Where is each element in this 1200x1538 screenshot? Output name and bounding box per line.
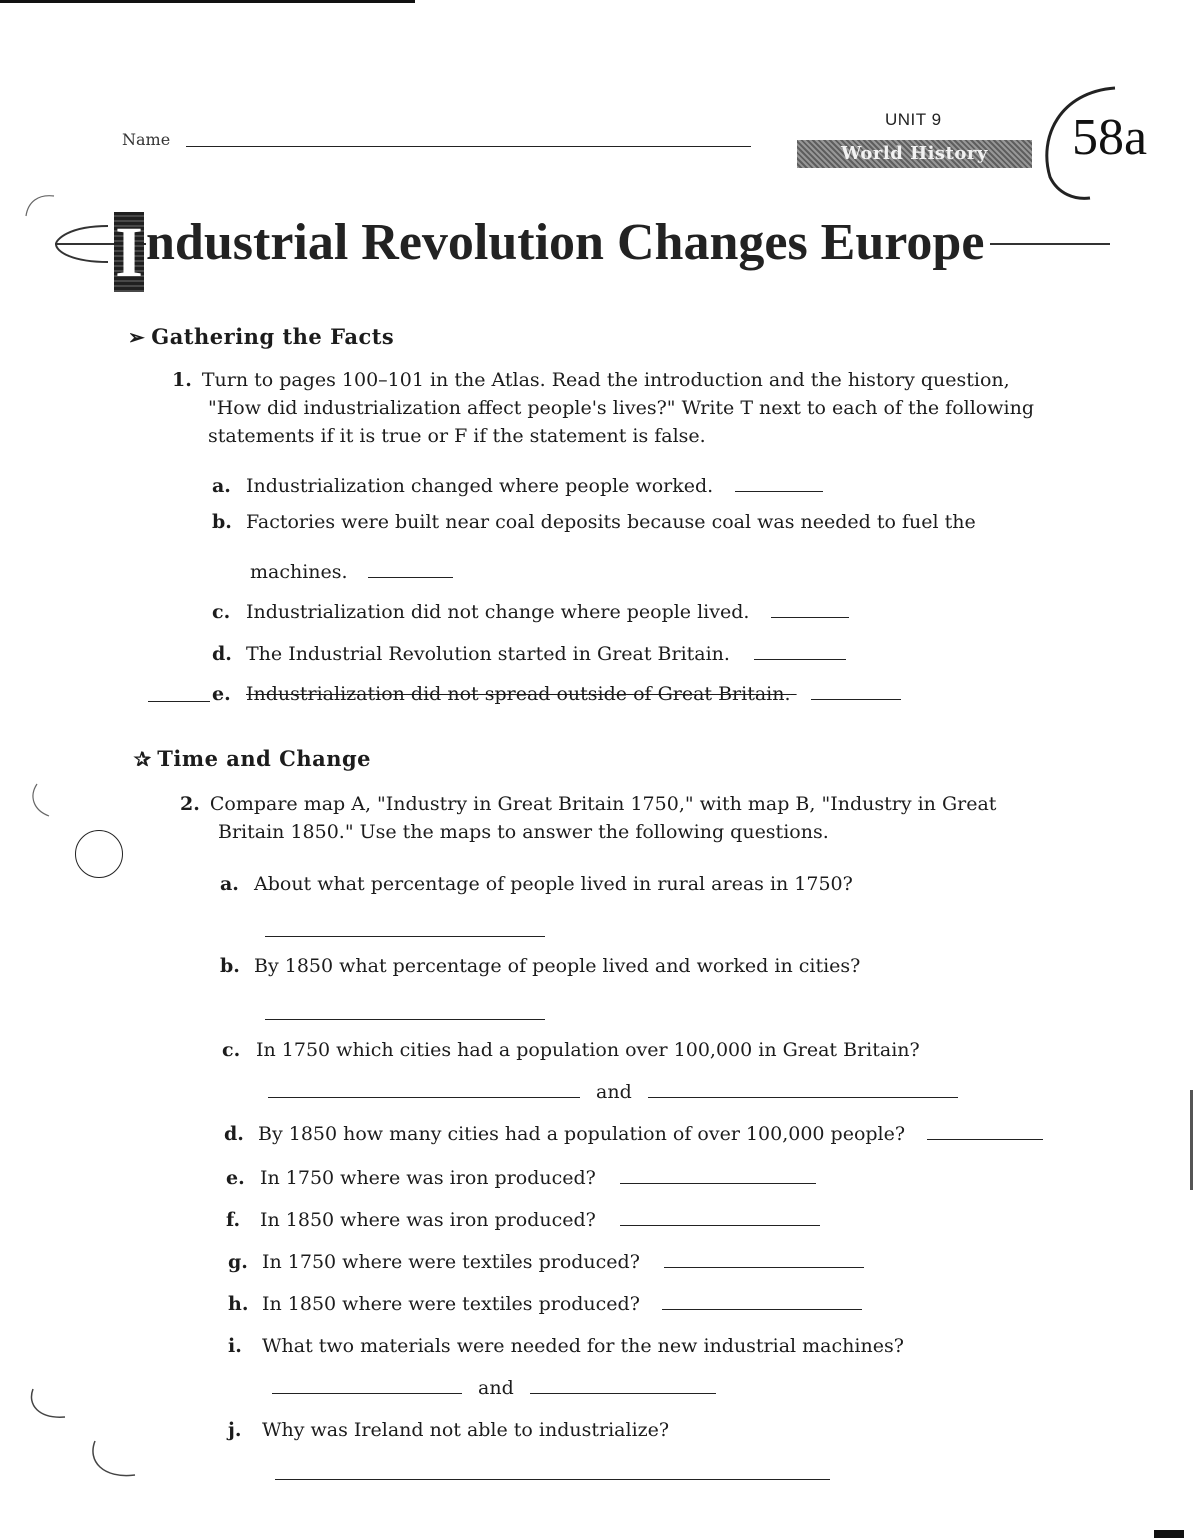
- answer-blank[interactable]: [620, 1224, 820, 1226]
- item-1d: [212, 640, 846, 668]
- answer-blank[interactable]: [927, 1138, 1043, 1140]
- item-1b: [212, 508, 976, 536]
- margin-arc: [20, 190, 60, 220]
- answer-blank-2b[interactable]: [265, 1018, 545, 1020]
- item-text: Factories were built near coal deposits because coal was needed to fuel the: [246, 511, 976, 533]
- question-2: [180, 790, 1120, 818]
- item-1b-cont: [250, 558, 453, 586]
- answer-blank-2j[interactable]: [275, 1478, 830, 1480]
- name-field[interactable]: [186, 146, 751, 147]
- answer-blank[interactable]: [735, 490, 823, 492]
- question-text: Turn to pages 100–101 in the Atlas. Read the introduction and the history question,: [201, 369, 1010, 391]
- answer-blank-material1[interactable]: [272, 1392, 462, 1394]
- item-1c: [212, 598, 849, 626]
- item-text: In 1750 where was iron produced?: [260, 1167, 596, 1189]
- item-text: Industrialization did not change where people lived.: [246, 601, 750, 623]
- arrow-icon: ➢: [128, 325, 146, 349]
- answer-blank[interactable]: [620, 1182, 816, 1184]
- answer-blank[interactable]: [368, 576, 453, 578]
- item-2a: [220, 870, 853, 898]
- item-2c-answers: [268, 1078, 958, 1106]
- margin-arc: [85, 1435, 145, 1485]
- item-text: machines.: [250, 561, 348, 583]
- answer-blank[interactable]: [662, 1308, 862, 1310]
- question-1: [172, 366, 1132, 394]
- scan-corner-mark: [1154, 1530, 1184, 1538]
- item-text: In 1750 which cities had a population over 100,000 in Great Britain?: [256, 1039, 920, 1061]
- item-2e: [226, 1164, 816, 1192]
- page-number: 58a: [1072, 109, 1148, 166]
- item-2b: [220, 952, 860, 980]
- item-2d: [224, 1120, 1043, 1148]
- and-word: and: [596, 1081, 632, 1103]
- section-title: Gathering the Facts: [151, 324, 395, 349]
- item-letter: e.: [226, 1167, 245, 1189]
- item-2j: [228, 1416, 669, 1444]
- trailing-line: [811, 698, 901, 700]
- item-text: In 1750 where were textiles produced?: [262, 1251, 640, 1273]
- item-letter: d.: [224, 1123, 244, 1145]
- answer-blank-city2[interactable]: [648, 1096, 958, 1098]
- item-letter: b.: [212, 511, 232, 533]
- item-1a: [212, 472, 823, 500]
- item-text: Industrialization changed where people worked.: [246, 475, 714, 497]
- answer-blank[interactable]: [771, 616, 849, 618]
- question-text: Compare map A, "Industry in Great Britain 1750," with map B, "Industry in Great: [209, 793, 997, 815]
- item-text: By 1850 how many cities had a population of over 100,000 people?: [258, 1123, 906, 1145]
- margin-arc: [25, 780, 55, 820]
- item-text: By 1850 what percentage of people lived and worked in cities?: [254, 955, 861, 977]
- item-text: The Industrial Revolution started in Great Britain.: [246, 643, 730, 665]
- star-icon: ✰: [134, 747, 152, 771]
- item-text: About what percentage of people lived in rural areas in 1750?: [254, 873, 853, 895]
- item-letter: d.: [212, 643, 232, 665]
- answer-blank-2a[interactable]: [265, 935, 545, 937]
- page-title: ndustrial Revolution Changes Europe: [146, 210, 990, 276]
- section-title: Time and Change: [157, 746, 372, 771]
- section-heading-facts: [128, 324, 394, 349]
- item-text: In 1850 where was iron produced?: [260, 1209, 596, 1231]
- title-initial: I: [114, 212, 144, 292]
- answer-blank-city1[interactable]: [268, 1096, 580, 1098]
- answer-blank[interactable]: [754, 658, 846, 660]
- item-letter: a.: [212, 475, 231, 497]
- item-letter: g.: [228, 1251, 248, 1273]
- subject-banner: World History: [797, 140, 1032, 168]
- item-letter: j.: [228, 1419, 242, 1441]
- item-letter: b.: [220, 955, 240, 977]
- item-2c: [222, 1036, 920, 1064]
- item-text: What two materials were needed for the new industrial machines?: [262, 1335, 904, 1357]
- question-1-line2: "How did industrialization affect people's lives?" Write T next to each of the following: [208, 397, 1034, 419]
- answer-blank[interactable]: [664, 1266, 864, 1268]
- question-number: 1.: [172, 369, 192, 391]
- name-label: Name: [122, 130, 171, 149]
- item-letter: f.: [226, 1209, 241, 1231]
- item-2g: [228, 1248, 864, 1276]
- unit-label: UNIT 9: [885, 110, 942, 129]
- question-2-line2: Britain 1850." Use the maps to answer the following questions.: [218, 821, 829, 843]
- item-text: Industrialization did not spread outside of Great Britain.: [246, 683, 791, 705]
- item-2i: [228, 1332, 904, 1360]
- section-heading-time: [134, 746, 371, 771]
- item-text: In 1850 where were textiles produced?: [262, 1293, 640, 1315]
- item-letter: a.: [220, 873, 239, 895]
- item-letter: h.: [228, 1293, 249, 1315]
- item-2h: [228, 1290, 862, 1318]
- item-text: Why was Ireland not able to industrialize?: [262, 1419, 670, 1441]
- margin-arc: [25, 1385, 75, 1425]
- question-number: 2.: [180, 793, 200, 815]
- item-2f: [226, 1206, 820, 1234]
- scan-edge-bar: [0, 0, 415, 3]
- answer-blank-material2[interactable]: [530, 1392, 716, 1394]
- question-1-line3: statements if it is true or F if the statement is false.: [208, 425, 706, 447]
- item-2i-answers: [272, 1374, 716, 1402]
- item-letter: c.: [222, 1039, 241, 1061]
- item-letter: i.: [228, 1335, 242, 1357]
- item-letter: c.: [212, 601, 231, 623]
- and-word: and: [478, 1377, 514, 1399]
- title-left-arc: [48, 222, 118, 266]
- item-letter: e.: [212, 683, 231, 705]
- item-1e: [212, 680, 901, 708]
- scan-edge-mark: [1190, 1090, 1193, 1190]
- answer-blank-e[interactable]: [148, 701, 210, 702]
- punch-hole-circle: [75, 830, 123, 878]
